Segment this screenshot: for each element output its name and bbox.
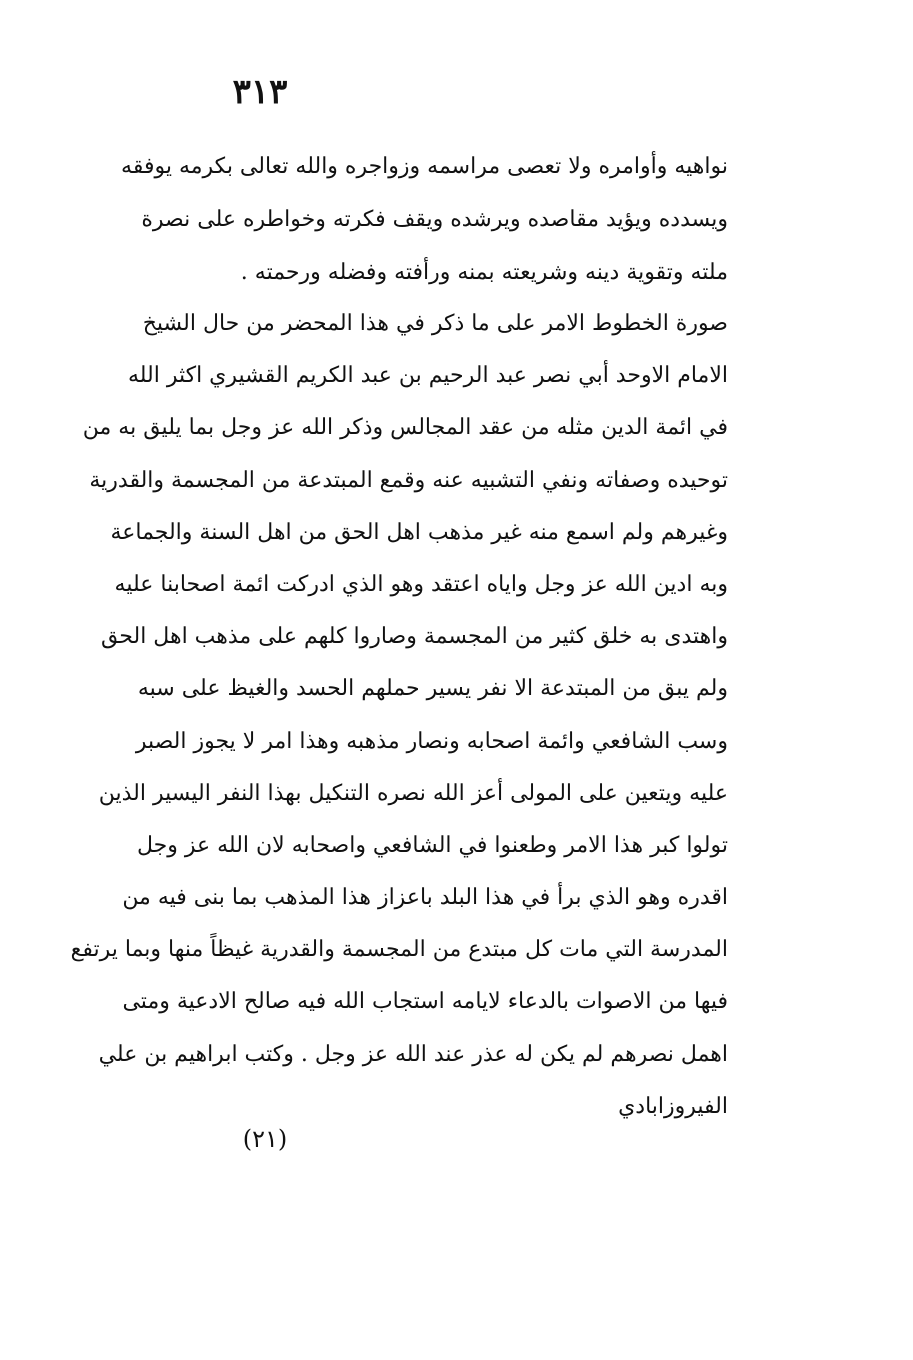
text-line: فيها من الاصوات بالدعاء لايامه استجاب الله فيه صالح الادعية ومتى — [122, 989, 728, 1015]
text-line: الامام الاوحد أبي نصر عبد الرحيم بن عبد الكريم القشيري اكثر الله — [127, 363, 728, 389]
text-line: عليه ويتعين على المولى أعز الله نصره التنكيل بهذا النفر اليسير الذين — [98, 780, 728, 806]
text-line: واهتدى به خلق كثير من المجسمة وصاروا كلهم على مذهب اهل الحق — [100, 624, 728, 650]
text-line: اهمل نصرهم لم يكن له عذر عند الله عز وجل . وكتب ابراهيم بن علي — [98, 1041, 728, 1067]
page-number: ٣١٣ — [232, 72, 288, 112]
text-line: المدرسة التي مات كل مبتدع من المجسمة والقدرية غيظاً منها وبما يرتفع — [70, 937, 728, 963]
text-line: نواهيه وأوامره ولا تعصى مراسمه وزواجره والله تعالى بكرمه يوفقه — [121, 154, 728, 179]
paragraph-1 — [121, 140, 728, 299]
text-line: وبه ادين الله عز وجل واياه اعتقد وهو الذي ادركت ائمة اصحابنا عليه — [114, 571, 728, 597]
text-line: اقدره وهو الذي برأ في هذا البلد باعزاز هذا المذهب بما بنى فيه من — [122, 885, 728, 911]
text-line: وسب الشافعي وائمة اصحابه ونصار مذهبه وهذا امر لا يجوز الصبر — [135, 728, 728, 754]
text-line: ولم يبق من المبتدعة الا نفر يسير حملهم الحسد والغيظ على سبه — [137, 676, 728, 702]
text-line: صورة الخطوط الامر على ما ذكر في هذا المحضر من حال الشيخ — [142, 311, 728, 336]
text-line: في ائمة الدين مثله من عقد المجالس وذكر الله عز وجل بما يليق به من — [82, 415, 728, 441]
text-line: ويسدده ويؤيد مقاصده ويرشده ويقف فكرته وخواطره على نصرة — [141, 207, 728, 232]
text-line: ملته وتقوية دينه وشريعته بمنه ورأفته وفضله ورحمته . — [240, 260, 728, 285]
text-line: وغيرهم ولم اسمع منه غير مذهب اهل الحق من اهل السنة والجماعة — [110, 519, 728, 545]
paragraph-2 — [70, 298, 728, 1133]
text-line: تولوا كبر هذا الامر وطعنوا في الشافعي واصحابه لان الله عز وجل — [136, 832, 728, 858]
footer-page-number: (٢١) — [242, 1125, 288, 1153]
text-line: توحيده وصفاته ونفي التشبيه عنه وقمع المبتدعة من المجسمة والقدرية — [89, 467, 728, 493]
text-line: الفيروزابادي — [618, 1093, 728, 1119]
